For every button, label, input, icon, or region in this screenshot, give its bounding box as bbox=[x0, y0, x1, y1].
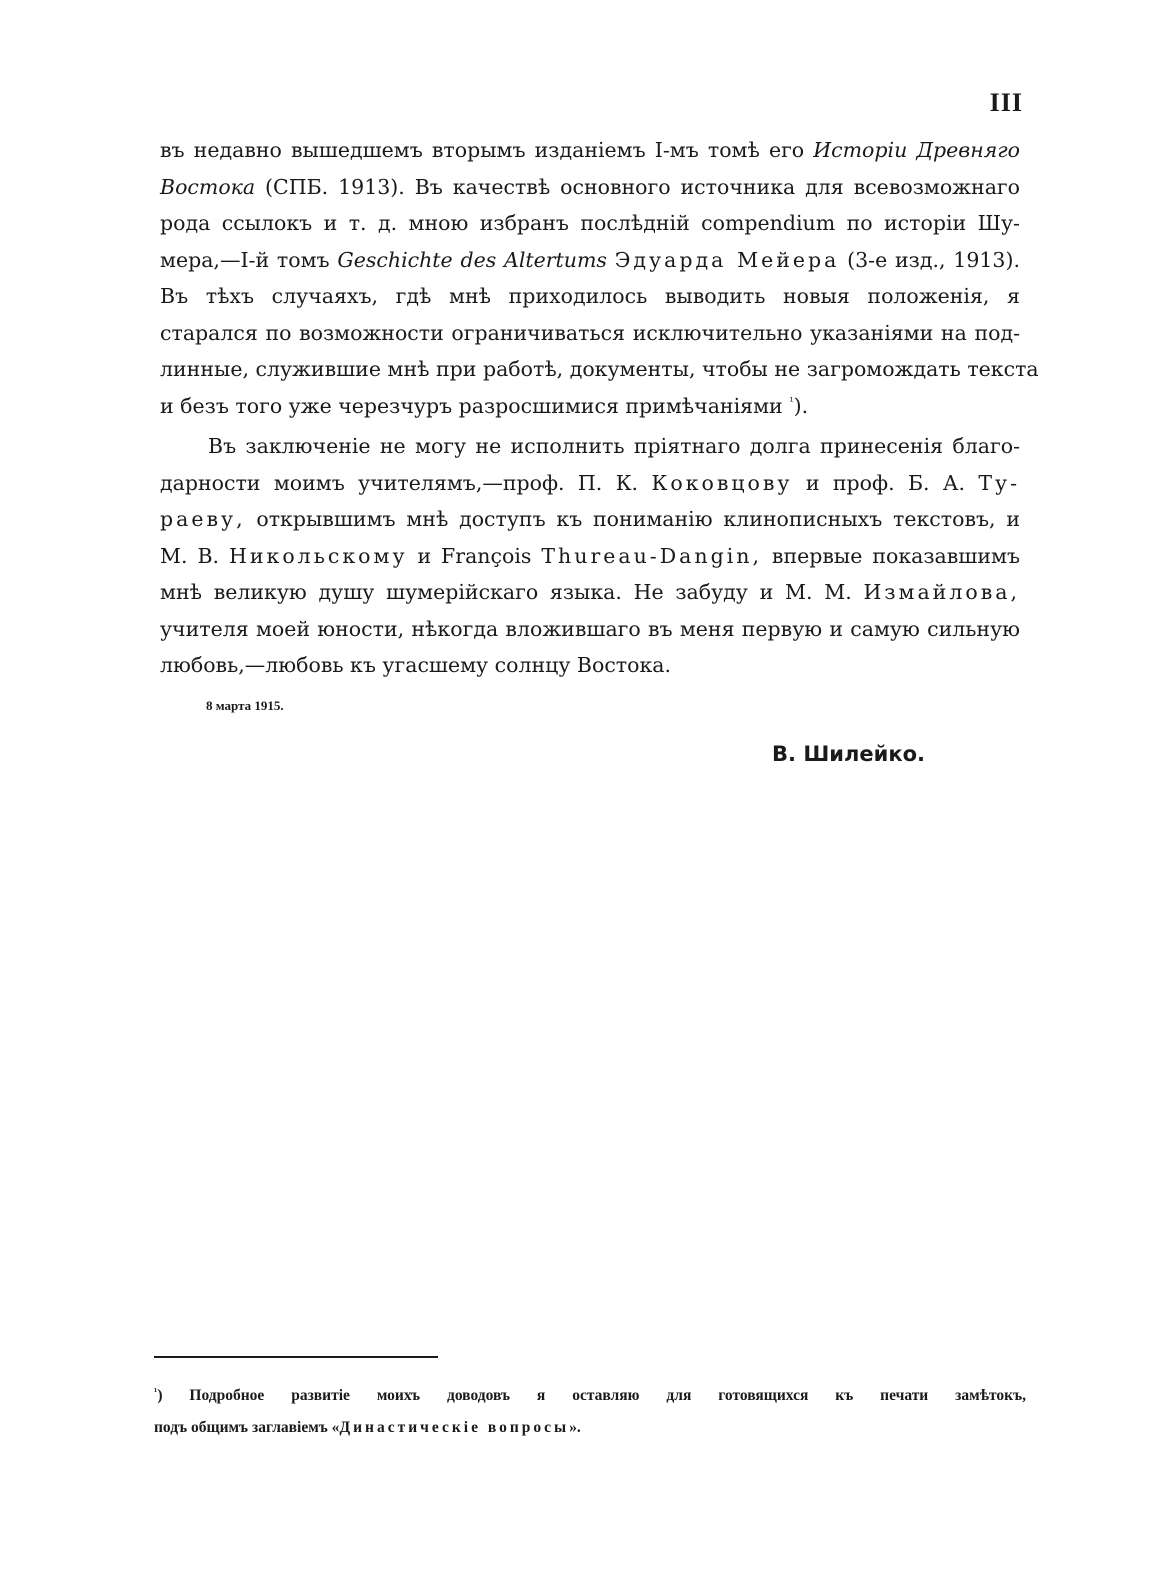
footnote-mark: ¹ bbox=[154, 1386, 158, 1398]
author-signature: В. Шилейко. bbox=[772, 742, 925, 766]
footnote-line: $^{^1}$) Подробное развитіе моихъ доводовъ я оставляю для готовящихся къ печати замѣтокъ, bbox=[154, 1386, 1026, 1404]
text-line: рода ссылокъ и т. д. мною избранъ послѣдній compendium по исторіи Шу- bbox=[160, 211, 1020, 235]
text-line: любовь,—любовь къ угасшему солнцу Востока. bbox=[160, 653, 672, 677]
text-line: мера,—I-й томъ Geschichte des Altertums Эдуарда Мейера (3-е изд., 1913). bbox=[160, 247, 1020, 272]
text-line: Въ заключеніе не могу не исполнить пріятнаго долга принесенія благо- bbox=[208, 434, 1020, 458]
date-line: 8 марта 1915. bbox=[206, 698, 284, 713]
text-line: М. В. Никольскому и François Thureau-Dangin, впервые показавшимъ bbox=[160, 543, 1021, 568]
text-line: учителя моей юности, нѣкогда вложившаго въ меня первую и самую сильную bbox=[160, 616, 1020, 641]
text-line: линные, служившие мнѣ при работѣ, документы, чтобы не загромождать текста bbox=[160, 357, 1039, 381]
text-line: мнѣ великую душу шумерійскаго языка. Не забуду и М. М. Измайлова, bbox=[160, 580, 1020, 604]
footnote-line: подъ общимъ заглавіемъ «Династическіе вопросы». bbox=[154, 1419, 581, 1436]
text-line: и безъ того уже черезчуръ разросшимися примѣчаніями $^{^1}$). bbox=[160, 393, 809, 418]
text-line: въ недавно вышедшемъ вторымъ изданіемъ I-мъ томѣ его Исторіи Древняго bbox=[160, 138, 1020, 162]
text-line: старался по возможности ограничиваться исключительно указаніями на под- bbox=[160, 320, 1020, 345]
text-line: раеву, открывшимъ мнѣ доступъ къ пониманію клинописныхъ текстовъ, и bbox=[160, 507, 1020, 531]
text-line: Востока (СПБ. 1913). Въ качествѣ основного источника для всевозможнаго bbox=[160, 174, 1020, 199]
footnote-reference: ¹ bbox=[789, 394, 794, 408]
text-line: Въ тѣхъ случаяхъ, гдѣ мнѣ приходилось выводить новыя положенія, я bbox=[160, 284, 1020, 308]
footnote bbox=[154, 1380, 1026, 1444]
footnote-divider bbox=[154, 1356, 438, 1358]
main-text bbox=[160, 132, 1039, 684]
text-line: дарности моимъ учителямъ,—проф. П. К. Коковцову и проф. Б. А. Ту- bbox=[160, 470, 1021, 495]
page-number: III bbox=[989, 88, 1023, 117]
